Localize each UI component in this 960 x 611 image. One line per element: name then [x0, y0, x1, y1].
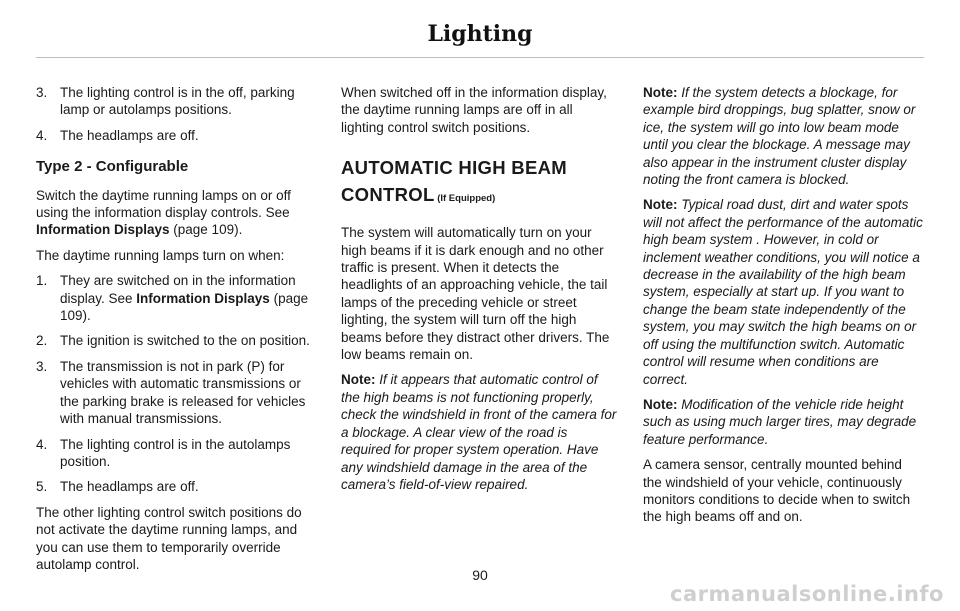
list-number: 4.: [36, 436, 48, 452]
paragraph: The other lighting control switch positions do not activate the daytime running lamps, and you can use them to temporarily override autolamp control.: [36, 504, 302, 572]
list-number: 3.: [36, 358, 48, 374]
page-title: Lighting: [427, 21, 533, 47]
list-item: [36, 332, 312, 349]
heading-line: AUTOMATIC HIGH BEAM: [341, 157, 567, 179]
list-text: The headlamps are off.: [60, 479, 199, 495]
list-text: The headlamps are off.: [60, 127, 199, 143]
page-reference: (page 109).: [60, 290, 309, 324]
list-item: [36, 84, 312, 119]
note: [643, 196, 924, 387]
header-divider: [36, 57, 924, 58]
column-middle: [341, 84, 617, 501]
note: [643, 396, 924, 448]
list-number: 4.: [36, 127, 48, 143]
section-heading: [341, 154, 617, 212]
column-right: [643, 84, 924, 534]
note-text: If the system detects a blockage, for example bird droppings, bug splatter, snow or ice, the system will go into low beam mode until you clear the blockage. A message may also appear in the instrument cluster display noting the front camera is blocked.: [643, 85, 916, 188]
list-text-part: They are switched on in the information display. See: [60, 273, 296, 306]
list-text: The lighting control is in the off, parking lamp or autolamps positions.: [60, 85, 295, 118]
paragraph: When switched off in the information display, the daytime running lamps are off in all lighting control switch positions.: [341, 85, 607, 135]
list-item: [36, 272, 312, 324]
note-text: If it appears that automatic control of the high beams is not functioning properly, check the windshield in front of the camera for a blockage. A clear view of the road is required for proper system operation. Have any windshield damage in the area of the camera’s field-of-view repaired.: [341, 372, 617, 492]
list-item: [36, 127, 312, 144]
note: [341, 371, 617, 493]
cross-reference-link[interactable]: Information Displays: [136, 290, 270, 306]
watermark: carmanualsonline.info: [670, 582, 944, 606]
note-text: Modification of the vehicle ride height such as using much larger tires, may degrade feature performance.: [643, 396, 917, 447]
list-number: 2.: [36, 333, 48, 349]
page-reference: (page 109).: [169, 222, 243, 238]
paragraph: A camera sensor, centrally mounted behind the windshield of your vehicle, continuously monitors conditions to decide when to switch the high beams off and on.: [643, 457, 911, 525]
list-number: 5.: [36, 479, 48, 495]
list-number: 3.: [36, 85, 48, 100]
note-label: Note:: [341, 372, 376, 388]
list-text: [60, 272, 312, 324]
list-number: 1.: [36, 273, 48, 289]
section-subheading: Type 2 - Configurable: [36, 158, 189, 176]
heading-line: CONTROL: [341, 184, 435, 206]
note-text: Typical road dust, dirt and water spots will not affect the performance of the automatic high beam system . However, in cold or inclement weather conditions, you will notice a decrease in the availability of the high beam system, especially at start up. If you want to change the beam state independently of the system, you may switch the high beams on or off using the multifunction switch. Automatic control will resume when conditions are correct.: [643, 197, 923, 387]
note-label: Note:: [643, 396, 678, 412]
page-number: 90: [472, 567, 488, 583]
list-text: The lighting control is in the autolamps position.: [60, 436, 291, 469]
list-text: The ignition is switched to the on position.: [60, 333, 310, 349]
note: [643, 84, 924, 188]
paragraph: The system will automatically turn on your high beams if it is dark enough and no other traffic is present. When it detects the headlights of an approaching vehicle, the tail lamps of the preceding vehicle or street lighting, the system will turn off the high beams before they distract other drivers. The low beams remain on.: [341, 225, 610, 363]
list-text: The transmission is not in park (P) for vehicles with automatic transmissions or the parking brake is released for vehicles with manual transmissions.: [60, 358, 306, 427]
paragraph: The daytime running lamps turn on when:: [36, 247, 285, 263]
note-label: Note:: [643, 85, 678, 100]
note-label: Note:: [643, 197, 678, 213]
heading-equipped-note: (If Equipped): [434, 193, 496, 205]
paragraph: [36, 187, 312, 239]
list-item: [36, 358, 312, 428]
cross-reference-link[interactable]: Information Displays: [36, 222, 170, 238]
list-item: [36, 478, 312, 495]
column-left: [36, 84, 312, 581]
list-item: [36, 436, 312, 471]
paragraph-text: Switch the daytime running lamps on or off using the information display controls. See: [36, 187, 291, 221]
